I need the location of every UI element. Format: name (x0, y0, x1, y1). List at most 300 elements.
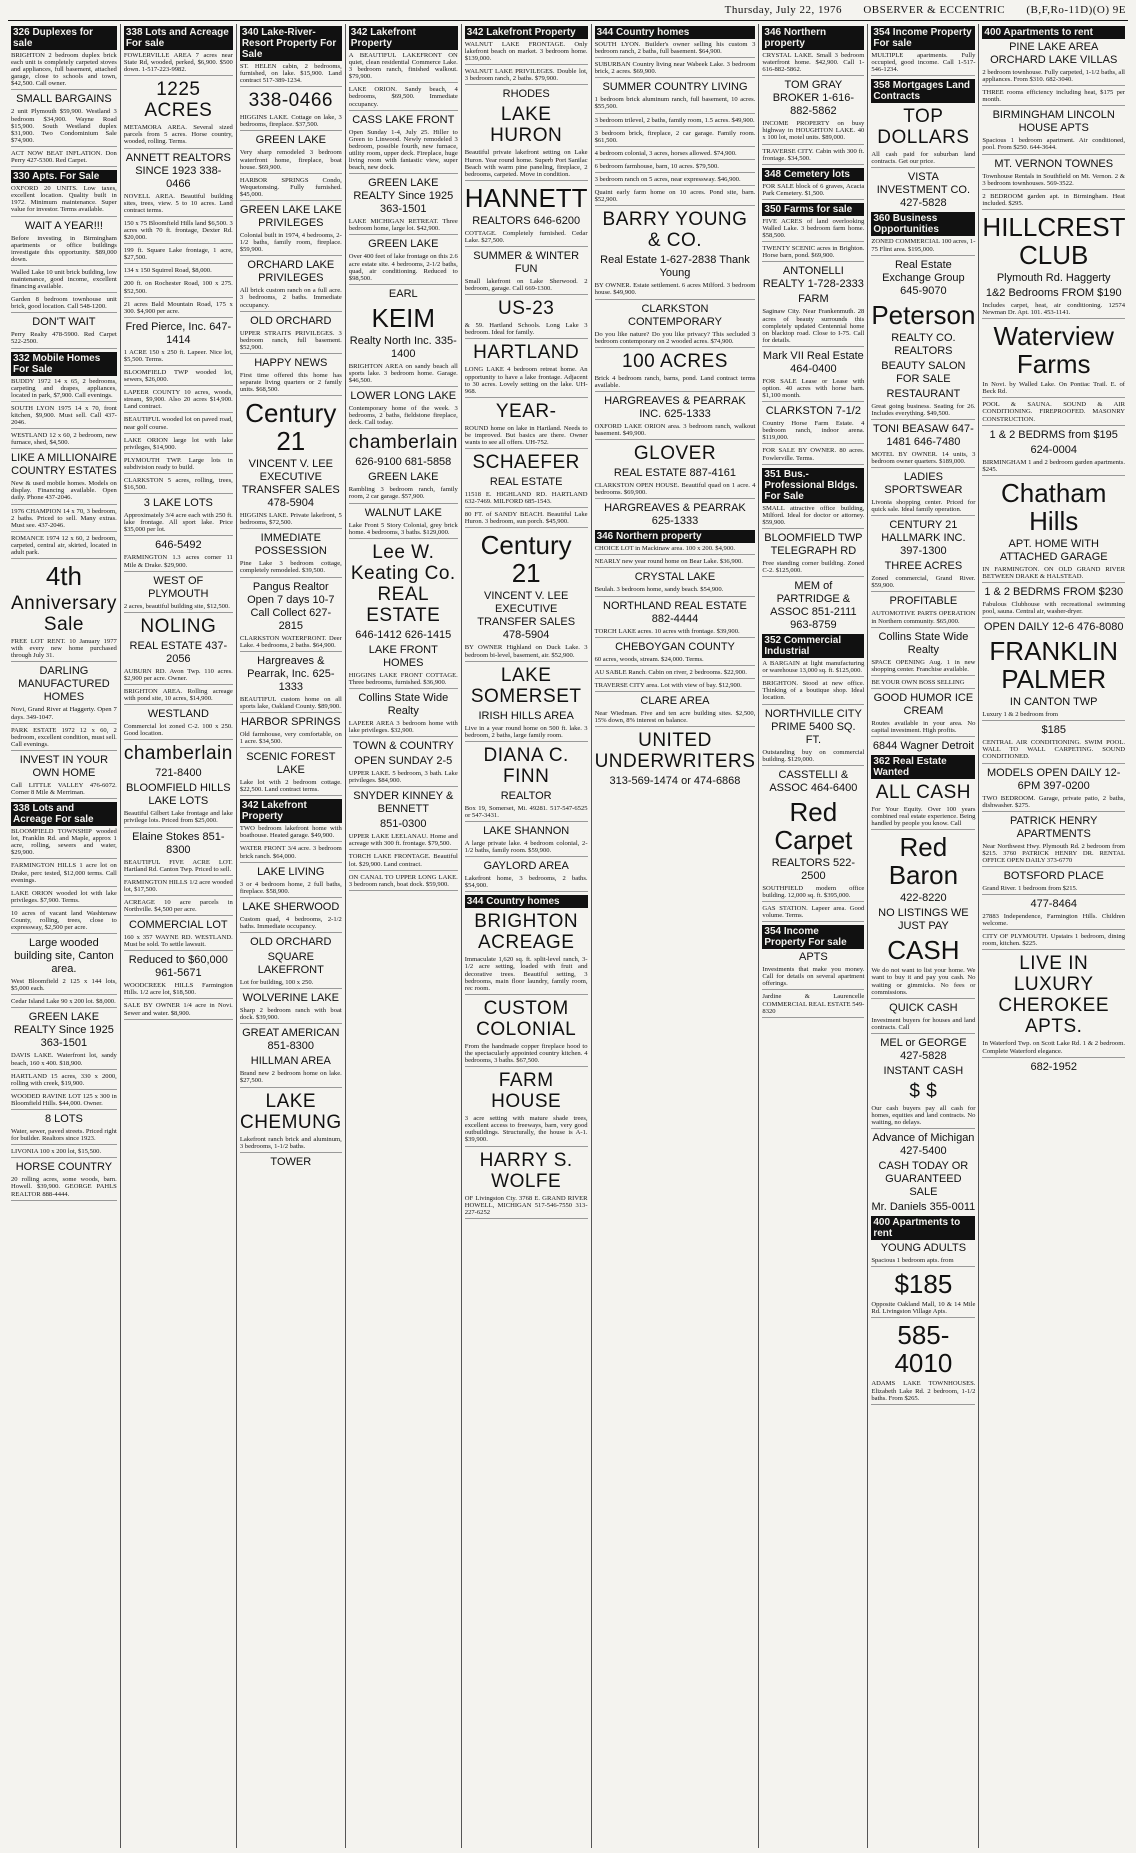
ad-subheading: Elaine Stokes 851-8300 (132, 830, 225, 856)
ad-subheading: PROFITABLE (889, 595, 958, 608)
display-ad-headline: Waterview Farms (993, 321, 1114, 380)
classified-ad: 3 bedroom trilevel, 2 baths, family room, 1.5 acres. $49,900. (595, 117, 756, 127)
ad-subheading: TONI BEASAW 647-1481 646-7480 (872, 422, 974, 448)
classified-ad: FARMINGTON 1.3 acres corner 11 Mile & Drake. $29,900. (124, 554, 233, 571)
classified-ad: SMALL attractive office building, Milford. Ideal for doctor or attorney. $59,900. (762, 505, 864, 529)
classified-ad: Contemporary home of the week. 3 bedrooms, 2 baths, fieldstone fireplace, deck. Call today. (349, 405, 458, 429)
section-header: 344 Country homes (465, 895, 588, 908)
ad-subheading: GREEN LAKE (368, 471, 439, 484)
ad-subheading: COMMERCIAL LOT (129, 919, 228, 932)
ad-subheading: BEAUTY SALON FOR SALE (881, 359, 966, 385)
ad-subheading: CLARKSTON CONTEMPORARY (628, 302, 722, 328)
classified-ad: Do you like nature? Do you like privacy? This secluded 3 bedroom contemporary on 2 wooded acres. $74,900. (595, 331, 756, 348)
classified-ad: LAPEER AREA 3 bedroom home with lake privileges. $32,900. (349, 720, 458, 737)
ad-subheading: VINCENT V. LEE EXECUTIVE TRANSFER SALES 478-5904 (241, 458, 340, 510)
classified-ad: 2 BEDROOM garden apt. in Birmingham. Heat included. $295. (982, 193, 1125, 210)
classified-ad: Lakefront ranch brick and aluminum, 3 bedrooms, 1-1/2 baths. (240, 1136, 342, 1153)
classified-ad: 3 bedroom ranch on 5 acres, near expressway. $46,900. (595, 176, 756, 186)
ad-subheading: $185 (1041, 724, 1066, 737)
classified-ad: BE YOUR OWN BOSS SELLING (871, 679, 975, 689)
classified-ad: LAKE MICHIGAN RETREAT. Three bedroom home, large lot. $42,900. (349, 218, 458, 235)
classified-ad: 6 bedroom farmhouse, barn, 10 acres. $79,500. (595, 163, 756, 173)
display-ad-headline: FRANKLIN PALMER (989, 636, 1118, 695)
ad-subheading: PATRICK HENRY APARTMENTS (1010, 814, 1098, 840)
section-header: 326 Duplexes for sale (11, 26, 117, 50)
classified-ad: 20 rolling acres, some woods, barn. Howell. $39,900. GEORGE PAHLS REALTOR 888-4444. (11, 1176, 117, 1200)
display-ad-heading: chamberlain (123, 743, 233, 765)
classified-ad: Investments that make you money. Call for details on several apartment offerings. (762, 966, 864, 990)
classified-ad: BIRMINGHAM 1 and 2 bedroom garden apartments. $245. (982, 459, 1125, 476)
ad-subheading: ORCHARD LAKE PRIVILEGES (247, 259, 335, 285)
section-header: 330 Apts. For Sale (11, 170, 117, 183)
ad-subheading: APT. HOME WITH ATTACHED GARAGE (999, 537, 1108, 563)
classified-ad: ST. HELEN cabin, 2 bedrooms, furnished, on lake. $15,900. Land contract 517-389-1234. (240, 63, 342, 87)
classified-ad: Old farmhouse, very comfortable, on 1 acre. $34,500. (240, 731, 342, 748)
classified-ad: Open Sunday 1-4, July 25. Hiller to Green to Linwood. Newly remodeled 3 bedroom, possible fourth, new furnace, utility room, upper deck. Fireplace, huge living room with fantastic view, super beach, new dock. (349, 129, 458, 175)
classified-ad: AUBURN RD. Avon Twp. 110 acres. $2,900 per acre. Owner. (124, 668, 233, 685)
column-3 (237, 24, 346, 1848)
classified-ad: 80 FT. of SANDY BEACH. Beautiful Lake Huron. 3 bedroom, sun porch. $45,900. (465, 511, 588, 528)
classified-ad: DAVIS LAKE. Waterfront lot, sandy beach, 160 x 400. $18,900. (11, 1052, 117, 1069)
ad-subheading: DARLING MANUFACTURED HOMES (18, 665, 110, 704)
ad-subheading: 851-0300 (380, 818, 427, 831)
classified-ad: METAMORA AREA. Several sized parcels from 5 acres. Horse country, wooded, rolling. Terms. (124, 124, 233, 148)
classified-ad: AUTOMOTIVE PARTS OPERATION in Northern community. $65,000. (871, 610, 975, 627)
display-ad-headline: HANNETT (464, 182, 588, 213)
ad-subheading: Collins State Wide Realty (358, 691, 449, 717)
masthead-rule (8, 20, 1128, 21)
ad-subheading: REALTOR (500, 789, 552, 802)
classified-ad: Small lakefront on Lake Sherwood. 2 bedroom, garage. Call 669-1300. (465, 278, 588, 295)
ad-subheading: OLD ORCHARD (250, 314, 332, 327)
classified-ad: Over 400 feet of lake frontage on this 2.6 acre estate site. 4 bedrooms, 2-1/2 baths, quad, air conditioning. Reduced to $98,500. (349, 253, 458, 284)
ad-subheading: BIRMINGHAM LINCOLN HOUSE APTS (992, 109, 1115, 135)
display-ad-heading: Anniversary Sale (11, 593, 117, 636)
classified-ad: 1976 CHAMPION 14 x 70, 3 bedroom, 2 baths. Priced to sell. Many extras. Must see. 437-2046. (11, 508, 117, 532)
ad-subheading: MEL or GEORGE 427-5828 (880, 1036, 967, 1062)
classified-ad: 10 acres of vacant land Washtenaw County, rolling, trees, close to expressway, $2,500 per acre. (11, 910, 117, 934)
ad-subheading: LADIES SPORTSWEAR (884, 471, 963, 497)
classified-ad: Great going business. Seating for 26. Includes everything. $49,500. (871, 403, 975, 420)
classified-ad: 3 acre setting with mature shade trees, excellent access to freeways, barn, very good outbuildings. Structurally, the house is A-1. $39,900. (465, 1115, 588, 1146)
ad-subheading: HAPPY NEWS (254, 356, 328, 369)
section-header: 338 Lots and Acreage For sale (11, 802, 117, 826)
ad-subheading: ANTONELLI REALTY 1-728-2333 (762, 265, 864, 291)
ad-subheading: CLARKSTON 7-1/2 (765, 405, 861, 418)
classified-ad: Lake Front 5 Story Colonial, grey brick home. 4 bedrooms, 3 baths. $129,000. (349, 522, 458, 539)
ad-subheading: 1&2 Bedrooms FROM $190 (985, 286, 1122, 299)
classified-ad: Garden 8 bedroom townhouse unit brick, good location. Call 548-1200. (11, 296, 117, 313)
column-2 (121, 24, 237, 1848)
classified-ad: Brick 4 bedroom ranch, barns, pond. Land contract terms available. (595, 375, 756, 392)
ad-subheading: GREEN LAKE REALTY Since 1925 363-1501 (13, 1011, 114, 1050)
section-header: 338 Lots and Acreage For sale (124, 26, 233, 50)
ad-subheading: REAL ESTATE 887-4161 (613, 467, 737, 480)
classified-ad: 2 unit Plymouth $59,900. Westland 3 bedroom $34,900. Wayne Road $15,900. South Westland duplex $31,900. Two Condominium Sale $74,900. (11, 108, 117, 146)
ad-subheading: PINE LAKE AREA ORCHARD LAKE VILLAS (990, 41, 1118, 66)
classified-ad: Immaculate 1,620 sq. ft. split-level ranch, 3-1/2 acre setting, loaded with fruit and decorative trees. Beautiful setting, 3 bedrooms, main floor laundry, family room, rec room. (465, 956, 588, 994)
display-ad-heading: 1225 ACRES (144, 79, 213, 122)
classified-ad: SOUTH LYON. Builder's owner selling his custom 3 bedroom ranch, 2 baths, full basement. $64,900. (595, 41, 756, 58)
ad-subheading: WOLVERINE LAKE (242, 992, 339, 1005)
ad-subheading: Advance of Michigan 427-5400 (872, 1132, 975, 1158)
classified-ad: UPPER LAKE LEELANAU. Home and acreage with 300 ft. frontage. $79,500. (349, 833, 458, 850)
ad-subheading: EARL (388, 287, 418, 300)
ad-subheading: 626-9100 681-5858 (355, 456, 452, 469)
display-ad-heading: GLOVER (633, 443, 717, 465)
classified-ad: Beautiful Gilbert Lake frontage and lake privilege lots. Priced from $25,000. (124, 810, 233, 827)
classified-ad: Lakefront home, 3 bedrooms, 2 baths. $54,900. (465, 875, 588, 892)
display-ad-headline: CASH (887, 935, 960, 966)
classified-ad: HIGGINS LAKE FRONT COTTAGE. Three bedrooms, furnished. $36,900. (349, 672, 458, 689)
display-ad-heading: chamberlain (348, 432, 458, 454)
classified-ad: BUDDY 1972 14 x 65, 2 bedrooms, carpeting and drapes, appliances, located in park, $7,900. Call evenings. (11, 378, 117, 402)
display-ad-heading: DIANA C. FINN (483, 744, 569, 787)
display-ad-headline: HILLCREST CLUB (982, 211, 1126, 270)
classified-ad: MOTEL BY OWNER. 14 units, 3 bedroom owner quarters. $189,000. (871, 451, 975, 468)
ad-subheading: 682-1952 (1030, 1060, 1077, 1073)
classified-ad: 2 acres, beautiful building site, $12,500. (124, 603, 233, 613)
classified-ad: TWO bedroom lakefront home with boathouse. Heated garage. $49,900. (240, 825, 342, 842)
ad-subheading: BLOOMFIELD TWP TELEGRAPH RD (764, 531, 863, 557)
ad-subheading: 8 LOTS (44, 1113, 83, 1126)
ad-subheading: HARGREAVES & PEARRAK 625-1333 (604, 502, 746, 528)
classified-ad: All brick custom ranch on a full acre. 3 bedrooms, 2 baths. Immediate occupancy. (240, 287, 342, 311)
display-ad-headline: $185 (894, 1269, 953, 1300)
ad-subheading: IMMEDIATE POSSESSION (254, 532, 327, 558)
ad-subheading: HARGREAVES & PEARRAK INC. 625-1333 (604, 394, 746, 420)
classified-ad: Cedar Island Lake 90 x 200 lot. $8,000. (11, 998, 117, 1008)
display-ad-headline: Chatham Hills (1000, 477, 1107, 536)
classified-ad: NEARLY new year round home on Bear Lake. $36,900. (595, 558, 756, 568)
column-7 (759, 24, 868, 1848)
ad-subheading: 477-8464 (1030, 898, 1077, 911)
ad-subheading: SUMMER & WINTER FUN (473, 250, 580, 276)
ad-subheading: GREEN LAKE (255, 134, 326, 147)
ad-subheading: WESTLAND (147, 708, 209, 721)
classified-ad: Commercial lot zoned C-2. 100 x 250. Good location. (124, 723, 233, 740)
classified-ad: AU SABLE Ranch. Cabin on river, 2 bedrooms. $22,900. (595, 669, 756, 679)
ad-subheading: Mr. Daniels 355-0011 (871, 1201, 976, 1214)
issue-date: Thursday, July 22, 1976 (724, 4, 843, 16)
ad-subheading: RESTAURANT (886, 387, 961, 400)
display-ad-heading: BRIGHTON ACREAGE (474, 911, 579, 954)
section-header: 350 Farms for sale (762, 203, 864, 216)
classified-ad: IN FARMINGTON. ON OLD GRAND RIVER BETWEEN DRAKE & HALSTEAD. (982, 566, 1125, 583)
ad-subheading: GOOD HUMOR ICE CREAM (873, 691, 974, 717)
ad-subheading: 646-5492 (155, 539, 202, 552)
ad-subheading: 646-1412 626-1415 (355, 628, 452, 641)
section-header: 400 Apartments to rent (871, 1216, 975, 1240)
ad-subheading: WEST OF PLYMOUTH (148, 574, 209, 600)
ad-subheading: NORTHVILLE CITY PRIME 5400 SQ. FT. (764, 707, 862, 746)
classified-ad: BLOOMFIELD TOWNSHIP wooded lot, Franklin Rd. and Maple, approx 1 acre, rolling, sewers and water, $29,900. (11, 828, 117, 859)
display-ad-heading: ALL CASH (875, 782, 971, 804)
classified-ad: Fabulous Clubhouse with recreational swimming pool, sauna. Central air, washer-dryer. (982, 601, 1125, 618)
column-4 (346, 24, 462, 1848)
display-ad-heading: 100 ACRES (622, 350, 728, 372)
classified-ad: & 59. Hartland Schools. Long Lake 3 bedroom. Ideal for family. (465, 322, 588, 339)
classified-ad: HARBOR SPRINGS Condo, Wequetonsing. Fully furnished. $45,000. (240, 177, 342, 201)
ad-subheading: REAL ESTATE 437-2056 (129, 639, 228, 665)
display-ad-heading: TOP DOLLARS (877, 106, 970, 149)
display-ad-heading: LAKE HURON (490, 104, 563, 147)
ad-subheading: NORTHLAND REAL ESTATE 882-4444 (603, 599, 747, 625)
classified-ad: FREE LOT RENT. 10 January 1977 with every new home purchased through July 31. (11, 638, 117, 662)
display-ad-heading: US-23 (497, 298, 555, 320)
classified-ad: BEAUTIFUL FIVE ACRE LOT. Hartland Rd. Canton Twp. Priced to sell. (124, 859, 233, 876)
classified-ad: HIGGINS LAKE. Private lakefront, 5 bedrooms, $72,500. (240, 512, 342, 529)
classified-ad: Call LITTLE VALLEY 476-6072. Corner 8 Mile & Merriman. (11, 782, 117, 799)
classified-ad: ACT NOW BEAT INFLATION. Don Perry 427-5300. Red Carpet. (11, 150, 117, 167)
ad-subheading: 3 LAKE LOTS (143, 497, 213, 510)
section-header: 354 Income Property For sale (762, 925, 864, 949)
classified-ad: ON CANAL TO UPPER LONG LAKE. 3 bedroom ranch, boat dock. $59,900. (349, 874, 458, 891)
section-header: 332 Mobile Homes For Sale (11, 352, 117, 376)
ad-subheading: MODELS OPEN DAILY 12-6PM 397-0200 (986, 766, 1121, 792)
section-header: 340 Lake-River-Resort Property For Sale (240, 26, 342, 61)
classified-ad: 3 bedroom brick, fireplace, 2 car garage. Family room. $61,500. (595, 130, 756, 147)
paper-name: OBSERVER & ECCENTRIC (863, 4, 1006, 16)
display-ad-headline: Peterson (871, 299, 976, 330)
ad-subheading: Pangus Realtor Open 7 days 10-7 Call Collect 627-2815 (247, 580, 335, 632)
classified-ad: CENTRAL AIR CONDITIONING. SWIM POOL. WALL TO WALL CARPETING. SOUND CONDITIONED. (982, 739, 1125, 763)
classified-ad: 200 ft. on Rochester Road, 100 x 275. $52,500. (124, 280, 233, 297)
classified-ad: Townhouse Rentals in Southfield on Mt. Vernon. 2 & 3 bedroom townhouses. 569-3522. (982, 173, 1125, 190)
classified-ad: Our cash buyers pay all cash for homes, equities and land contracts. No waiting, no delays. (871, 1105, 975, 1129)
section-header: 352 Commercial Industrial (762, 634, 864, 658)
column-9 (979, 24, 1128, 1848)
ad-subheading: LAKE LIVING (257, 865, 325, 878)
ad-subheading: BOTSFORD PLACE (1003, 870, 1104, 882)
ad-subheading: SNYDER KINNEY & BENNETT (353, 790, 454, 816)
classified-ad: West Bloomfield 2 125 x 144 lots, $5,000 each. (11, 978, 117, 995)
classified-ad: BRIGHTON. Stood at new office. Thinking of a boutique shop. Ideal location. (762, 680, 864, 704)
ad-subheading: LAKE SHANNON (483, 825, 570, 837)
ad-subheading: APTS (799, 951, 828, 964)
classified-ad: TWENTY SCENIC acres in Brighton. Horse barn, pond. $69,900. (762, 245, 864, 262)
section-header: 351 Bus.-Professional Bldgs. For Sale (762, 468, 864, 503)
classified-ad: HARTLAND 15 acres, 330 x 2000, rolling with creek, $19,900. (11, 1073, 117, 1090)
classified-ad: GAS STATION. Lapeer area. Good volume. Terms. (762, 905, 864, 922)
ad-subheading: ANNETT REALTORS SINCE 1923 338-0466 (125, 151, 231, 190)
classified-ad: Walled Lake 10 unit brick building, low maintenance, good income, excellent financing available. (11, 269, 117, 293)
classified-ad: WALNUT LAKE FRONTAGE. Only lakefront beach on market. 3 bedroom home. $139,000. (465, 41, 588, 65)
classified-ad: OXFORD 20 UNITS. Low taxes, excellent location. Quality built in 1972. Minimum maintenance. Super value for investor. Terms available. (11, 185, 117, 216)
ad-subheading: 721-8400 (155, 767, 202, 780)
classified-ad: Brand new 2 bedroom home on lake. $27,500. (240, 1070, 342, 1087)
classified-ad: First time offered this home has separate living quarters or 2 family units. $68,500. (240, 372, 342, 396)
classified-ad: 150 x 75 Bloomfield Hills land $6,500. 3 acres with 70 ft. frontage, Dexter Rd. $20,000. (124, 220, 233, 244)
ad-subheading: SMALL BARGAINS (16, 93, 112, 106)
ad-subheading: 1 & 2 BEDRMS from $195 (989, 428, 1118, 441)
classified-ad: A BARGAIN at light manufacturing or warehouse 13,000 sq. ft. $125,000. (762, 660, 864, 677)
classified-ad: Perry Realty 478-5900. Red Carpet 522-2500. (11, 331, 117, 348)
ad-subheading: WAIT A YEAR!!! (24, 219, 103, 232)
ad-subheading: Hargreaves & Pearrak, Inc. 625-1333 (247, 654, 335, 693)
classified-ad: 1 ACRE 150 x 250 ft. Lapeer. Nice lot, $5,500. Terms. (124, 349, 233, 366)
ad-subheading: Real Estate 1-627-2838 Thank Young (600, 254, 750, 280)
ad-subheading: NO LISTINGS WE JUST PAY (878, 907, 969, 933)
classified-ad: FARMINGTON HILLS 1 acre lot on Drake, perc tested, $12,000 terms. Call evenings. (11, 862, 117, 886)
ad-subheading: 624-0004 (1030, 443, 1077, 456)
classified-ad: SALE BY OWNER 1/4 acre in Novi. Sewer and water. $8,900. (124, 1002, 233, 1019)
ad-subheading: REAL ESTATE (489, 476, 563, 489)
classified-ad: Novi, Grand River at Haggerty. Open 7 days. 349-1047. (11, 706, 117, 723)
classified-ad: Jardine & Laurencelle COMMERCIAL REAL ESTATE 549-8320 (762, 993, 864, 1017)
classified-ad: ZONED COMMERCIAL 100 acres, 1-75 Flint area. $195,000. (871, 238, 975, 255)
classified-ad: Very sharp remodeled 3 bedroom waterfront home, fireplace, boat house. $69,900. (240, 149, 342, 173)
edition-code: (B,F,Ro-11D)(O) 9E (1026, 4, 1126, 16)
ad-subheading: INSTANT CASH (883, 1064, 964, 1077)
display-ad-heading: 338-0466 (248, 90, 333, 112)
section-header: 362 Real Estate Wanted (871, 755, 975, 779)
ad-subheading: HARBOR SPRINGS (240, 715, 341, 728)
classified-ad: ACREAGE 10 acre parcels in Northville. $4,500 per acre. (124, 899, 233, 916)
ad-subheading: 422-8220 (900, 892, 947, 905)
classified-ad: Grand River. 1 bedroom from $215. (982, 885, 1125, 895)
classified-ad: 199 ft. Square Lake frontage, 1 acre, $27,500. (124, 247, 233, 264)
classified-ad: CITY OF PLYMOUTH. Upstairs 1 bedroom, dining room, kitchen. $225. (982, 933, 1125, 950)
classified-ad: LAKE ORION large lot with lake privileges, $14,900. (124, 437, 233, 454)
page-masthead (10, 4, 1126, 18)
display-ad-heading: LAKE CHEMUNG (239, 1090, 342, 1133)
classified-ad: In Waterford Twp. on Scott Lake Rd. 1 & 2 bedroom. Complete Waterford elegance. (982, 1040, 1125, 1057)
classified-ad: ROMANCE 1974 12 x 60, 2 bedroom, carpeted, central air, skirted, located in adult park. (11, 535, 117, 559)
ad-subheading: Plymouth Rd. Haggerty (996, 271, 1111, 284)
classified-ad: PLYMOUTH TWP. Large lots in subdivision ready to build. (124, 457, 233, 474)
classified-ad: Investment buyers for houses and land contracts. Call (871, 1017, 975, 1034)
ad-subheading: WALNUT LAKE (364, 506, 442, 519)
classified-ad: A large private lake. 4 bedroom colonial, 2-1/2 baths, family room. $59,900. (465, 840, 588, 857)
display-ad-heading: NOLING (140, 615, 217, 637)
classified-ad: WALNUT LAKE PRIVILEGES. Double lot, 3 bedroom ranch, 2 baths. $79,900. (465, 68, 588, 85)
classified-ad: THREE rooms efficiency including heat, $175 per month. (982, 89, 1125, 106)
classified-ad: SPACE OPENING Aug. 1 in new shopping center. Franchise available. (871, 659, 975, 676)
ad-subheading: LOWER LONG LAKE (350, 390, 457, 403)
display-ad-headline: KEIM (371, 302, 436, 333)
ad-subheading: TOWN & COUNTRY (352, 740, 454, 753)
classified-ad: Lot for building, 100 x 250. (240, 979, 342, 989)
classified-ad: CLARKSTON 5 acres, rolling, trees, $16,500. (124, 477, 233, 494)
ad-subheading: CASH TODAY OR GUARANTEED SALE (878, 1160, 969, 1199)
section-header: 354 Income Property For sale (871, 26, 975, 50)
classified-ad: New & used mobile homes. Models on display. Financing available. Open daily. Phone 437-2046. (11, 480, 117, 504)
classified-ad: BRIGHTON AREA. Rolling acreage with pond site, 10 acres, $14,900. (124, 688, 233, 705)
classified-ad: Water, sewer, paved streets. Priced right for builder. Realtors since 1923. (11, 1128, 117, 1145)
classified-ad: Luxury 1 & 2 bedroom from (982, 711, 1125, 721)
column-5 (462, 24, 592, 1848)
ad-subheading: IN CANTON TWP (1009, 696, 1098, 709)
ad-subheading: RHODES (502, 88, 550, 101)
ad-subheading: GREAT AMERICAN 851-8300 (242, 1027, 340, 1053)
ad-subheading: Mark VII Real Estate 464-0400 (762, 349, 864, 375)
classified-ad: We do not want to list your home. We want to buy it and pay you cash. No waiting or gimmicks. No fees or commissions. (871, 967, 975, 998)
section-header: 342 Lakefront Property (240, 799, 342, 823)
ad-subheading: LAKE FRONT HOMES (368, 643, 438, 669)
ad-subheading: Realty North Inc. 335-1400 (349, 334, 457, 360)
classified-ad: Spacious 1 bedroom apartment. Air conditioned, pool. From $250. 644-3644. (982, 137, 1125, 154)
ad-subheading: HORSE COUNTRY (15, 1161, 113, 1174)
ad-subheading: OPEN SUNDAY 2-5 (354, 755, 453, 768)
ad-subheading: Large wooded building site, Canton area. (14, 937, 114, 976)
ad-subheading: YOUNG ADULTS (880, 1242, 967, 1255)
classified-ad: Routes available in your area. No capital investment. High profits. (871, 720, 975, 737)
display-ad-heading: YEAR- (495, 400, 557, 422)
ad-subheading: REALTORS 522-2500 (771, 856, 856, 882)
classified-ad: TORCH LAKE acres. 10 acres with frontage. $39,900. (595, 628, 756, 638)
classified-ad: 2 bedroom townhouse. Fully carpeted, 1-1/2 baths, all appliances. From $310. 682-3040. (982, 69, 1125, 86)
ad-subheading: Real Estate Exchange Group 645-9070 (882, 258, 965, 297)
ad-subheading: VINCENT V. LEE EXECUTIVE TRANSFER SALES 478-5904 (477, 590, 576, 642)
display-ad-heading: BARRY YOUNG & CO. (602, 209, 748, 252)
ad-subheading: CRYSTAL LAKE (634, 571, 716, 584)
classified-ad: Before investing in Birmingham apartments or office buildings investigate this opportunity. $89,000 down. (11, 235, 117, 266)
classified-ad: BRIGHTON 2 bedroom duplex brick each unit is completely carpeted stoves and appliances, full basement, attached garage, close to schools and town, $42,500. Call owner. (11, 52, 117, 90)
classified-ad: Approximately 3/4 acre each with 250 ft. lake frontage. All sport lake. Price $35,000 per lot. (124, 512, 233, 536)
ad-subheading: Reduced to $60,000 961-5671 (128, 954, 228, 980)
display-ad-headline: 585-4010 (894, 1320, 953, 1379)
classified-ad: BEAUTIFUL wooded lot on paved road, near golf course. (124, 416, 233, 433)
ad-subheading: GREEN LAKE (368, 238, 439, 251)
ad-subheading: BLOOMFIELD HILLS LAKE LOTS (126, 782, 231, 808)
classified-ad: PARK ESTATE 1972 12 x 60, 2 bedroom, excellent condition, must sell. Call evenings. (11, 727, 117, 751)
classified-ad: WOODED RAVINE LOT 125 x 300 in Bloomfield Hills. $44,000. Owner. (11, 1093, 117, 1110)
display-ad-heading: $ $ (909, 1080, 938, 1102)
classified-ad: LONG LAKE 4 bedroom retreat home. An opportunity to have a lake frontage. Adjacent to 30 acres. Lovely setting on the lake. UH-968. (465, 366, 588, 397)
ad-subheading: QUICK CASH (889, 1001, 958, 1014)
classified-columns (8, 24, 1128, 1848)
display-ad-heading: Lee W. Keating Co. REAL ESTATE (350, 541, 456, 626)
classified-ad: INCOME PROPERTY on busy highway in HOUGHTON LAKE. 40 x 100 lot, motel units. $89,000. (762, 120, 864, 144)
classified-ad: ADAMS LAKE TOWNHOUSES. Elizabeth Lake Rd. 2 bedroom, 1-1/2 baths. From $265. (871, 1380, 975, 1404)
classified-ad: BLOOMFIELD TWP wooded lot, sewers, $26,000. (124, 369, 233, 386)
ad-subheading: SCENIC FOREST LAKE (246, 751, 336, 777)
classified-ad: CLARKSTON WATERFRONT. Deer Lake. 4 bedrooms, 2 baths. $64,900. (240, 635, 342, 652)
classified-ad: OF Livingston Cty. 3768 E. GRAND RIVER HOWELL, MICHIGAN 517-546-7550 313-227-6252 (465, 1195, 588, 1219)
classified-ad: TORCH LAKE FRONTAGE. Beautiful lot. $29,900. Land contract. (349, 853, 458, 870)
classified-ad: Pine Lake 3 bedroom cottage, completely remodeled. $39,500. (240, 560, 342, 577)
ad-subheading: THREE ACRES (884, 560, 963, 573)
ad-subheading: Fred Pierce, Inc. 647-1414 (125, 320, 232, 346)
ad-subheading: SQUARE LAKEFRONT (257, 951, 324, 977)
ad-subheading: CLARE AREA (640, 694, 710, 707)
ad-subheading: LIKE A MILLIONAIRE COUNTRY ESTATES (11, 452, 117, 478)
classified-ad: UPPER LAKE. 5 bedroom, 3 bath. Lake privileges. $84,900. (349, 770, 458, 787)
classified-ad: FOWLERVILLE AREA 7 acres near State Rd, wooded, perked, $6,900. $500 down. 1-517-223-9982. (124, 52, 233, 76)
classified-ad: WESTLAND 12 x 60, 2 bedroom, new furnace, shed, $4,500. (11, 432, 117, 449)
classified-ad: In Novi. by Walled Lake. On Pontiac Trail. E. of Beck Rd. (982, 381, 1125, 398)
ad-subheading: GREEN LAKE LAKE PRIVILEGES (240, 204, 342, 230)
classified-ad: Livonia shopping center. Priced for quick sale. Ideal family operation. (871, 499, 975, 516)
display-ad-heading: CUSTOM COLONIAL (476, 997, 577, 1040)
classified-ad: SOUTH LYON 1975 14 x 70, front kitchen, $9,900. Must sell. Call 437-2046. (11, 405, 117, 429)
display-ad-headline: 4th (45, 561, 82, 592)
classified-ad: MULTIPLE apartments. Fully occupied, good income. Call 1-517-546-1234. (871, 52, 975, 76)
classified-ad: 21 acres Bald Mountain Road, 175 x 300. $4,900 per acre. (124, 301, 233, 318)
classified-ad: Opposite Oakland Mall, 10 & 14 Mile Rd. Livingston Village Apts. (871, 1301, 975, 1318)
section-header: 346 Northern property (762, 26, 864, 50)
ad-subheading: SUMMER COUNTRY LIVING (602, 81, 748, 94)
classified-ad: Custom quad, 4 bedrooms, 2-1/2 baths. Immediate occupancy. (240, 916, 342, 933)
classified-ad: All cash paid for suburban land contracts. Get our price. (871, 151, 975, 168)
ad-subheading: TOM GRAY BROKER 1-616-882-5862 (772, 79, 855, 118)
classified-ad: Beautiful private lakefront setting on Lake Huron. Year round home. Superb Port Sanilac Beach with warm pine paneling, fireplace, 2 bedrooms, carpeted. Move in condition. (465, 149, 588, 180)
classified-ad: Saginaw City. Near Frankenmuth. 28 acres of beauty surrounds this completely updated Centennial home on blacktop road. Close to I-75. Call for details. (762, 308, 864, 346)
classified-ad: TWO BEDROOM. Garage, private patio, 2 baths, dishwasher. $275. (982, 795, 1125, 812)
display-ad-heading: SCHAEFER (472, 452, 580, 474)
classified-ad: Includes carpet, heat, air conditioning. 12574 Newman Dr. Apt. 101. 453-1141. (982, 302, 1125, 319)
